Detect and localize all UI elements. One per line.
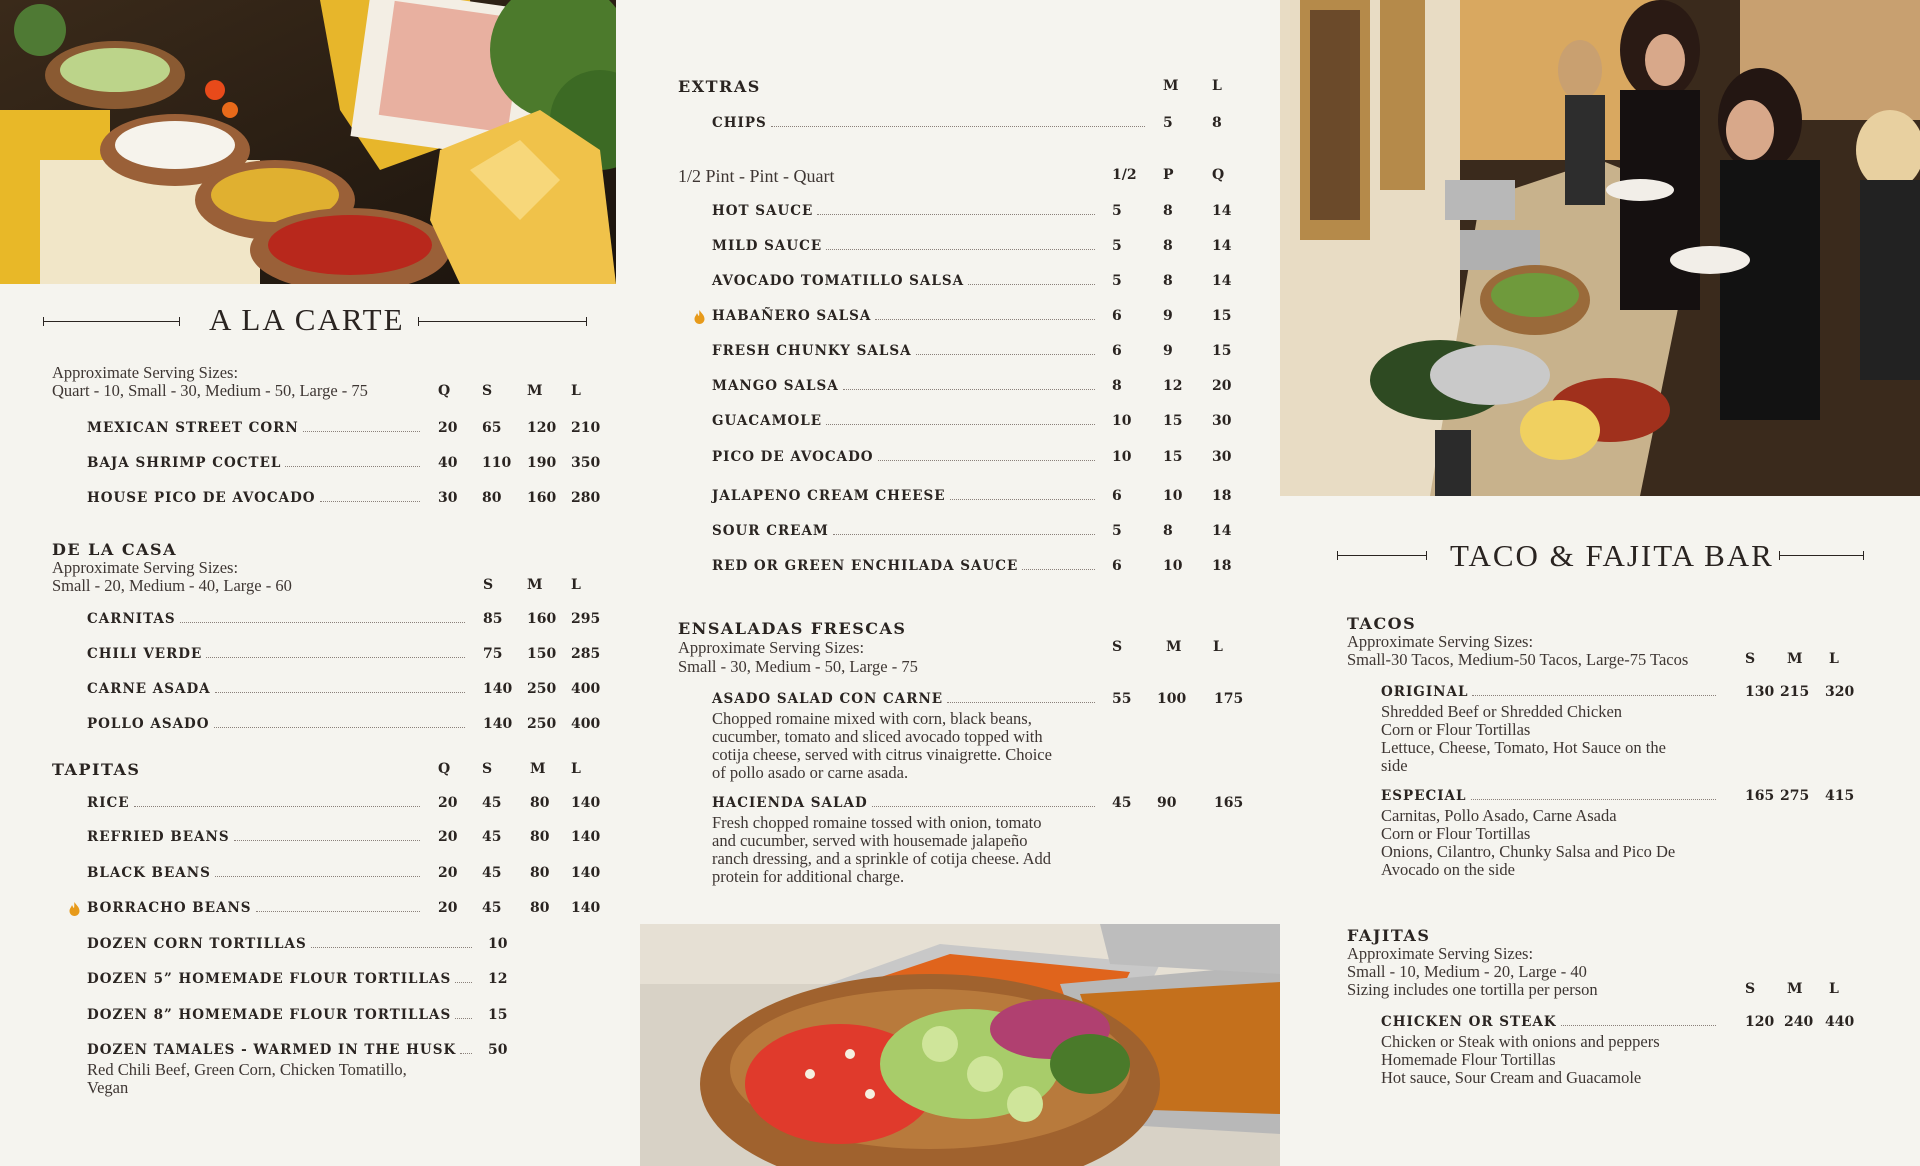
sauces-item-6 bbox=[712, 413, 1095, 429]
tapitas-title: TAPITAS bbox=[52, 760, 141, 779]
tacos-item-name: ORIGINAL bbox=[1381, 684, 1469, 700]
fajitas-note-3: Sizing includes one tortilla per person bbox=[1347, 980, 1598, 999]
ensaladas-item-desc: ranch dressing, and a sprinkle of cotija cheese. Add bbox=[712, 849, 1052, 868]
alacarte-item-name: MEXICAN STREET CORN bbox=[87, 420, 299, 436]
alacarte-rule-left bbox=[43, 321, 180, 322]
fajitas-item-desc: Hot sauce, Sour Cream and Guacamole bbox=[1381, 1068, 1642, 1087]
alacarte-price: 160 bbox=[527, 490, 557, 506]
delacasa-title: DE LA CASA bbox=[52, 540, 177, 559]
ensaladas-note-1: Approximate Serving Sizes: bbox=[678, 638, 865, 657]
extras-price: 5 bbox=[1163, 115, 1173, 131]
sauces-item-10 bbox=[712, 558, 1095, 574]
ensaladas-price: 90 bbox=[1157, 795, 1177, 811]
fajitas-item-name: CHICKEN OR STEAK bbox=[1381, 1014, 1557, 1030]
tapitas-item-4 bbox=[87, 936, 472, 952]
alacarte-price: 110 bbox=[482, 455, 512, 471]
sauces-price: 10 bbox=[1112, 413, 1132, 429]
tapitas-item-name: DOZEN 5” HOMEMADE FLOUR TORTILLAS bbox=[87, 971, 452, 987]
tapitas-price: 80 bbox=[530, 900, 550, 916]
sauces-item-name: HABAÑERO SALSA bbox=[712, 308, 872, 324]
alacarte-price: 210 bbox=[571, 420, 601, 436]
tapitas-price: 140 bbox=[571, 829, 601, 845]
alacarte-price: 65 bbox=[482, 420, 502, 436]
sauces-item-9 bbox=[712, 523, 1095, 539]
tacos-item-desc: Avocado on the side bbox=[1381, 860, 1515, 879]
fajitas-header-1: M bbox=[1787, 981, 1803, 997]
ensaladas-item-name: ASADO SALAD CON CARNE bbox=[712, 691, 944, 707]
dotted-leader bbox=[916, 354, 1095, 355]
tapitas-header-3: L bbox=[571, 761, 581, 777]
sauces-price: 30 bbox=[1212, 413, 1232, 429]
tacos-item-desc: Shredded Beef or Shredded Chicken bbox=[1381, 702, 1623, 721]
tacos-item-desc: Corn or Flour Tortillas bbox=[1381, 824, 1531, 843]
alacarte-header-3: L bbox=[571, 383, 581, 399]
dotted-leader bbox=[256, 911, 420, 912]
fajitas-header-0: S bbox=[1745, 981, 1756, 997]
ensaladas-item-desc: Chopped romaine mixed with corn, black beans, bbox=[712, 709, 1032, 728]
sauces-item-name: RED OR GREEN ENCHILADA SAUCE bbox=[712, 558, 1019, 574]
sauces-price: 8 bbox=[1163, 273, 1173, 289]
delacasa-price: 400 bbox=[571, 681, 601, 697]
sauces-item-0 bbox=[712, 203, 1095, 219]
ensaladas-price: 45 bbox=[1112, 795, 1132, 811]
dotted-leader bbox=[1561, 1025, 1716, 1026]
ensaladas-item-name: HACIENDA SALAD bbox=[712, 795, 868, 811]
tapitas-item-name: RICE bbox=[87, 795, 130, 811]
ensaladas-price: 175 bbox=[1214, 691, 1244, 707]
sauces-price: 18 bbox=[1212, 558, 1232, 574]
sauces-price: 6 bbox=[1112, 343, 1122, 359]
tapitas-price: 45 bbox=[482, 865, 502, 881]
fajitas-title: FAJITAS bbox=[1347, 926, 1431, 945]
tacos-price: 130 bbox=[1745, 684, 1775, 700]
dotted-leader bbox=[817, 214, 1095, 215]
fajitas-price: 120 bbox=[1745, 1014, 1775, 1030]
delacasa-note-1: Approximate Serving Sizes: bbox=[52, 558, 239, 577]
sauces-price: 14 bbox=[1212, 523, 1232, 539]
dotted-leader bbox=[206, 657, 465, 658]
delacasa-item-3 bbox=[87, 716, 465, 732]
dotted-leader bbox=[455, 982, 472, 983]
tapitas-price: 20 bbox=[438, 900, 458, 916]
ensaladas-item-desc: and cucumber, served with housemade jalapeño bbox=[712, 831, 1028, 850]
ensaladas-header-2: L bbox=[1213, 639, 1223, 655]
delacasa-price: 250 bbox=[527, 716, 557, 732]
ensaladas-item-0 bbox=[712, 691, 1095, 707]
tacos-price: 275 bbox=[1780, 788, 1810, 804]
sauces-price: 6 bbox=[1112, 488, 1122, 504]
tapitas-item-desc: Vegan bbox=[87, 1078, 129, 1097]
sauces-price: 9 bbox=[1163, 308, 1173, 324]
tapitas-price: 12 bbox=[488, 971, 508, 987]
delacasa-price: 160 bbox=[527, 611, 557, 627]
salad-photo-bottom bbox=[640, 924, 1280, 1166]
tacobar-rule-right bbox=[1779, 555, 1864, 556]
ensaladas-item-desc: cucumber, tomato and sliced avocado topped with bbox=[712, 727, 1043, 746]
extras-header-1: L bbox=[1212, 78, 1222, 94]
ensaladas-header-0: S bbox=[1112, 639, 1123, 655]
alacarte-note-2: Quart - 10, Small - 30, Medium - 50, Large - 75 bbox=[52, 381, 368, 400]
tacos-title: TACOS bbox=[1347, 614, 1417, 633]
dotted-leader bbox=[1472, 695, 1716, 696]
tapitas-item-name: DOZEN TAMALES - WARMED IN THE HUSK bbox=[87, 1042, 457, 1058]
tapitas-price: 140 bbox=[571, 900, 601, 916]
tapitas-item-0 bbox=[87, 795, 420, 811]
delacasa-item-name: POLLO ASADO bbox=[87, 716, 210, 732]
flame-icon bbox=[694, 309, 705, 323]
alacarte-item-name: HOUSE PICO DE AVOCADO bbox=[87, 490, 316, 506]
delacasa-price: 75 bbox=[483, 646, 503, 662]
delacasa-item-name: CARNE ASADA bbox=[87, 681, 211, 697]
alacarte-price: 40 bbox=[438, 455, 458, 471]
tapitas-price: 20 bbox=[438, 865, 458, 881]
tapitas-price: 45 bbox=[482, 900, 502, 916]
ensaladas-header-1: M bbox=[1166, 639, 1182, 655]
dotted-leader bbox=[455, 1018, 472, 1019]
dotted-leader bbox=[826, 249, 1095, 250]
ensaladas-price: 100 bbox=[1157, 691, 1187, 707]
fajitas-header-2: L bbox=[1829, 981, 1839, 997]
tapitas-price: 140 bbox=[571, 865, 601, 881]
dotted-leader bbox=[771, 126, 1145, 127]
ensaladas-item-desc: cotija cheese, served with citrus vinaigrette. Choice bbox=[712, 745, 1052, 764]
dotted-leader bbox=[872, 806, 1095, 807]
tapitas-item-name: BLACK BEANS bbox=[87, 865, 211, 881]
tapitas-item-2 bbox=[87, 865, 420, 881]
delacasa-item-2 bbox=[87, 681, 465, 697]
delacasa-header-2: L bbox=[571, 577, 581, 593]
delacasa-price: 400 bbox=[571, 716, 601, 732]
sauces-price: 9 bbox=[1163, 343, 1173, 359]
tacos-header-2: L bbox=[1829, 651, 1839, 667]
dotted-leader bbox=[843, 389, 1095, 390]
tapitas-price: 140 bbox=[571, 795, 601, 811]
dotted-leader bbox=[950, 499, 1095, 500]
flame-icon bbox=[69, 901, 80, 915]
sauces-header-0: 1/2 bbox=[1112, 167, 1137, 183]
dotted-leader bbox=[320, 501, 420, 502]
tacos-price: 165 bbox=[1745, 788, 1775, 804]
buffet-photo-top-right bbox=[1280, 0, 1920, 496]
fajitas-note-1: Approximate Serving Sizes: bbox=[1347, 944, 1534, 963]
alacarte-price: 30 bbox=[438, 490, 458, 506]
delacasa-price: 140 bbox=[483, 681, 513, 697]
sauces-price: 5 bbox=[1112, 238, 1122, 254]
sauces-price: 8 bbox=[1163, 523, 1173, 539]
alacarte-price: 20 bbox=[438, 420, 458, 436]
extras-price: 8 bbox=[1212, 115, 1222, 131]
sauces-header-1: P bbox=[1163, 167, 1174, 183]
ensaladas-item-desc: Fresh chopped romaine tossed with onion, tomato bbox=[712, 813, 1042, 832]
alacarte-header-2: M bbox=[527, 383, 543, 399]
dotted-leader bbox=[1022, 569, 1095, 570]
sauces-item-name: HOT SAUCE bbox=[712, 203, 814, 219]
delacasa-header-0: S bbox=[483, 577, 494, 593]
ensaladas-price: 55 bbox=[1112, 691, 1132, 707]
tapitas-price: 45 bbox=[482, 829, 502, 845]
alacarte-price: 280 bbox=[571, 490, 601, 506]
sauces-price: 5 bbox=[1112, 523, 1122, 539]
dotted-leader bbox=[875, 319, 1095, 320]
alacarte-price: 350 bbox=[571, 455, 601, 471]
extras-header-0: M bbox=[1163, 78, 1179, 94]
buffet-photo-illustration bbox=[0, 0, 616, 284]
sauces-item-1 bbox=[712, 238, 1095, 254]
tacos-header-1: M bbox=[1787, 651, 1803, 667]
dotted-leader bbox=[826, 424, 1095, 425]
alacarte-item-2 bbox=[87, 490, 420, 506]
sauces-header-2: Q bbox=[1212, 167, 1225, 183]
tapitas-item-name: DOZEN 8” HOMEMADE FLOUR TORTILLAS bbox=[87, 1007, 452, 1023]
ensaladas-price: 165 bbox=[1214, 795, 1244, 811]
alacarte-item-name: BAJA SHRIMP COCTEL bbox=[87, 455, 282, 471]
fajitas-item-desc: Chicken or Steak with onions and peppers bbox=[1381, 1032, 1660, 1051]
sauces-price: 12 bbox=[1163, 378, 1183, 394]
tapitas-header-2: M bbox=[530, 761, 546, 777]
sauces-item-2 bbox=[712, 273, 1095, 289]
alacarte-item-1 bbox=[87, 455, 420, 471]
extras-title: EXTRAS bbox=[678, 77, 761, 96]
delacasa-price: 150 bbox=[527, 646, 557, 662]
alacarte-header-0: Q bbox=[438, 383, 451, 399]
sauces-price: 18 bbox=[1212, 488, 1232, 504]
sauces-item-name: MANGO SALSA bbox=[712, 378, 839, 394]
tapitas-header-0: Q bbox=[438, 761, 451, 777]
dotted-leader bbox=[215, 692, 465, 693]
sauces-price: 10 bbox=[1163, 488, 1183, 504]
tacos-header-0: S bbox=[1745, 651, 1756, 667]
sauces-price: 30 bbox=[1212, 449, 1232, 465]
tacos-item-1 bbox=[1381, 788, 1716, 804]
delacasa-note-2: Small - 20, Medium - 40, Large - 60 bbox=[52, 576, 292, 595]
tapitas-price: 10 bbox=[488, 936, 508, 952]
ensaladas-item-desc: of pollo asado or carne asada. bbox=[712, 763, 909, 782]
sauces-price: 15 bbox=[1212, 343, 1232, 359]
alacarte-title: A LA CARTE bbox=[209, 302, 405, 337]
dotted-leader bbox=[833, 534, 1095, 535]
dotted-leader bbox=[214, 727, 465, 728]
sauces-item-3 bbox=[712, 308, 1095, 324]
delacasa-item-name: CHILI VERDE bbox=[87, 646, 203, 662]
sauces-price: 15 bbox=[1163, 449, 1183, 465]
dotted-leader bbox=[1471, 799, 1716, 800]
tapitas-price: 15 bbox=[488, 1007, 508, 1023]
tapitas-price: 80 bbox=[530, 865, 550, 881]
sauces-price: 6 bbox=[1112, 308, 1122, 324]
tapitas-price: 45 bbox=[482, 795, 502, 811]
delacasa-item-0 bbox=[87, 611, 465, 627]
delacasa-price: 85 bbox=[483, 611, 503, 627]
alacarte-note-1: Approximate Serving Sizes: bbox=[52, 363, 239, 382]
dotted-leader bbox=[180, 622, 465, 623]
sauces-price: 5 bbox=[1112, 203, 1122, 219]
alacarte-rule-right bbox=[418, 321, 587, 322]
dotted-leader bbox=[968, 284, 1095, 285]
delacasa-price: 285 bbox=[571, 646, 601, 662]
fajitas-price: 440 bbox=[1825, 1014, 1855, 1030]
sauces-item-name: MILD SAUCE bbox=[712, 238, 823, 254]
dotted-leader bbox=[460, 1053, 472, 1054]
sauces-item-name: FRESH CHUNKY SALSA bbox=[712, 343, 912, 359]
alacarte-header-1: S bbox=[482, 383, 493, 399]
delacasa-price: 250 bbox=[527, 681, 557, 697]
dotted-leader bbox=[285, 466, 420, 467]
tapitas-price: 50 bbox=[488, 1042, 508, 1058]
ensaladas-title: ENSALADAS FRESCAS bbox=[678, 619, 907, 638]
fajitas-item-0 bbox=[1381, 1014, 1716, 1030]
delacasa-price: 295 bbox=[571, 611, 601, 627]
sauces-price: 14 bbox=[1212, 238, 1232, 254]
delacasa-item-name: CARNITAS bbox=[87, 611, 176, 627]
alacarte-price: 190 bbox=[527, 455, 557, 471]
tacos-note-1: Approximate Serving Sizes: bbox=[1347, 632, 1534, 651]
sauces-price: 8 bbox=[1163, 238, 1173, 254]
tapitas-price: 80 bbox=[530, 795, 550, 811]
tacos-price: 415 bbox=[1825, 788, 1855, 804]
sauces-item-name: JALAPENO CREAM CHEESE bbox=[712, 488, 946, 504]
sauces-price: 10 bbox=[1112, 449, 1132, 465]
tacos-item-desc: Lettuce, Cheese, Tomato, Hot Sauce on the bbox=[1381, 738, 1666, 757]
dotted-leader bbox=[311, 947, 472, 948]
tacos-item-desc: Carnitas, Pollo Asado, Carne Asada bbox=[1381, 806, 1617, 825]
tapitas-item-name: REFRIED BEANS bbox=[87, 829, 230, 845]
sauces-price: 8 bbox=[1163, 203, 1173, 219]
tacos-item-0 bbox=[1381, 684, 1716, 700]
delacasa-header-1: M bbox=[527, 577, 543, 593]
tapitas-item-name: BORRACHO BEANS bbox=[87, 900, 252, 916]
dotted-leader bbox=[878, 460, 1095, 461]
delacasa-price: 140 bbox=[483, 716, 513, 732]
dotted-leader bbox=[234, 840, 420, 841]
ensaladas-item-1 bbox=[712, 795, 1095, 811]
sauces-price: 6 bbox=[1112, 558, 1122, 574]
ensaladas-item-desc: protein for additional charge. bbox=[712, 867, 905, 886]
sauces-price: 10 bbox=[1163, 558, 1183, 574]
alacarte-item-0 bbox=[87, 420, 420, 436]
guests-photo-illustration bbox=[1280, 0, 1920, 496]
tapitas-item-7 bbox=[87, 1042, 472, 1058]
sauces-price: 14 bbox=[1212, 273, 1232, 289]
delacasa-item-1 bbox=[87, 646, 465, 662]
dotted-leader bbox=[134, 806, 420, 807]
dotted-leader bbox=[215, 876, 420, 877]
tacobar-rule-left bbox=[1337, 555, 1427, 556]
tapitas-price: 20 bbox=[438, 795, 458, 811]
sauces-item-4 bbox=[712, 343, 1095, 359]
dotted-leader bbox=[947, 702, 1095, 703]
salad-photo-illustration bbox=[640, 924, 1280, 1166]
tacos-note-2: Small-30 Tacos, Medium-50 Tacos, Large-75 Tacos bbox=[1347, 650, 1689, 669]
tapitas-item-1 bbox=[87, 829, 420, 845]
extras-item-name: CHIPS bbox=[712, 115, 767, 131]
sauces-price: 14 bbox=[1212, 203, 1232, 219]
alacarte-price: 120 bbox=[527, 420, 557, 436]
tapitas-price: 20 bbox=[438, 829, 458, 845]
ensaladas-note-2: Small - 30, Medium - 50, Large - 75 bbox=[678, 657, 918, 676]
sauces-item-name: SOUR CREAM bbox=[712, 523, 829, 539]
buffet-photo-top-left bbox=[0, 0, 616, 284]
dotted-leader bbox=[303, 431, 420, 432]
sauces-item-7 bbox=[712, 449, 1095, 465]
tacos-item-desc: Onions, Cilantro, Chunky Salsa and Pico De bbox=[1381, 842, 1676, 861]
tapitas-item-3 bbox=[87, 900, 420, 916]
tacos-price: 320 bbox=[1825, 684, 1855, 700]
sauces-item-name: PICO DE AVOCADO bbox=[712, 449, 874, 465]
sauces-item-8 bbox=[712, 488, 1095, 504]
sauces-item-name: GUACAMOLE bbox=[712, 413, 823, 429]
tapitas-header-1: S bbox=[482, 761, 493, 777]
fajitas-price: 240 bbox=[1784, 1014, 1814, 1030]
sauces-price: 15 bbox=[1212, 308, 1232, 324]
alacarte-price: 80 bbox=[482, 490, 502, 506]
fajitas-item-desc: Homemade Flour Tortillas bbox=[1381, 1050, 1556, 1069]
sauces-price: 20 bbox=[1212, 378, 1232, 394]
tapitas-item-6 bbox=[87, 1007, 472, 1023]
tacos-price: 215 bbox=[1780, 684, 1810, 700]
sauces-price: 8 bbox=[1112, 378, 1122, 394]
tapitas-item-desc: Red Chili Beef, Green Corn, Chicken Tomatillo, bbox=[87, 1060, 407, 1079]
tapitas-item-name: DOZEN CORN TORTILLAS bbox=[87, 936, 307, 952]
sauces-item-5 bbox=[712, 378, 1095, 394]
sauces-price: 5 bbox=[1112, 273, 1122, 289]
fajitas-note-2: Small - 10, Medium - 20, Large - 40 bbox=[1347, 962, 1587, 981]
tacos-item-desc: side bbox=[1381, 756, 1408, 775]
tapitas-price: 80 bbox=[530, 829, 550, 845]
tacobar-title: TACO & FAJITA BAR bbox=[1450, 538, 1774, 573]
sauces-item-name: AVOCADO TOMATILLO SALSA bbox=[712, 273, 965, 289]
extras-item-0 bbox=[712, 115, 1145, 131]
sauces-price: 15 bbox=[1163, 413, 1183, 429]
tacos-item-name: ESPECIAL bbox=[1381, 788, 1467, 804]
tapitas-item-5 bbox=[87, 971, 472, 987]
tacos-item-desc: Corn or Flour Tortillas bbox=[1381, 720, 1531, 739]
sauces-title: 1/2 Pint - Pint - Quart bbox=[678, 166, 835, 186]
